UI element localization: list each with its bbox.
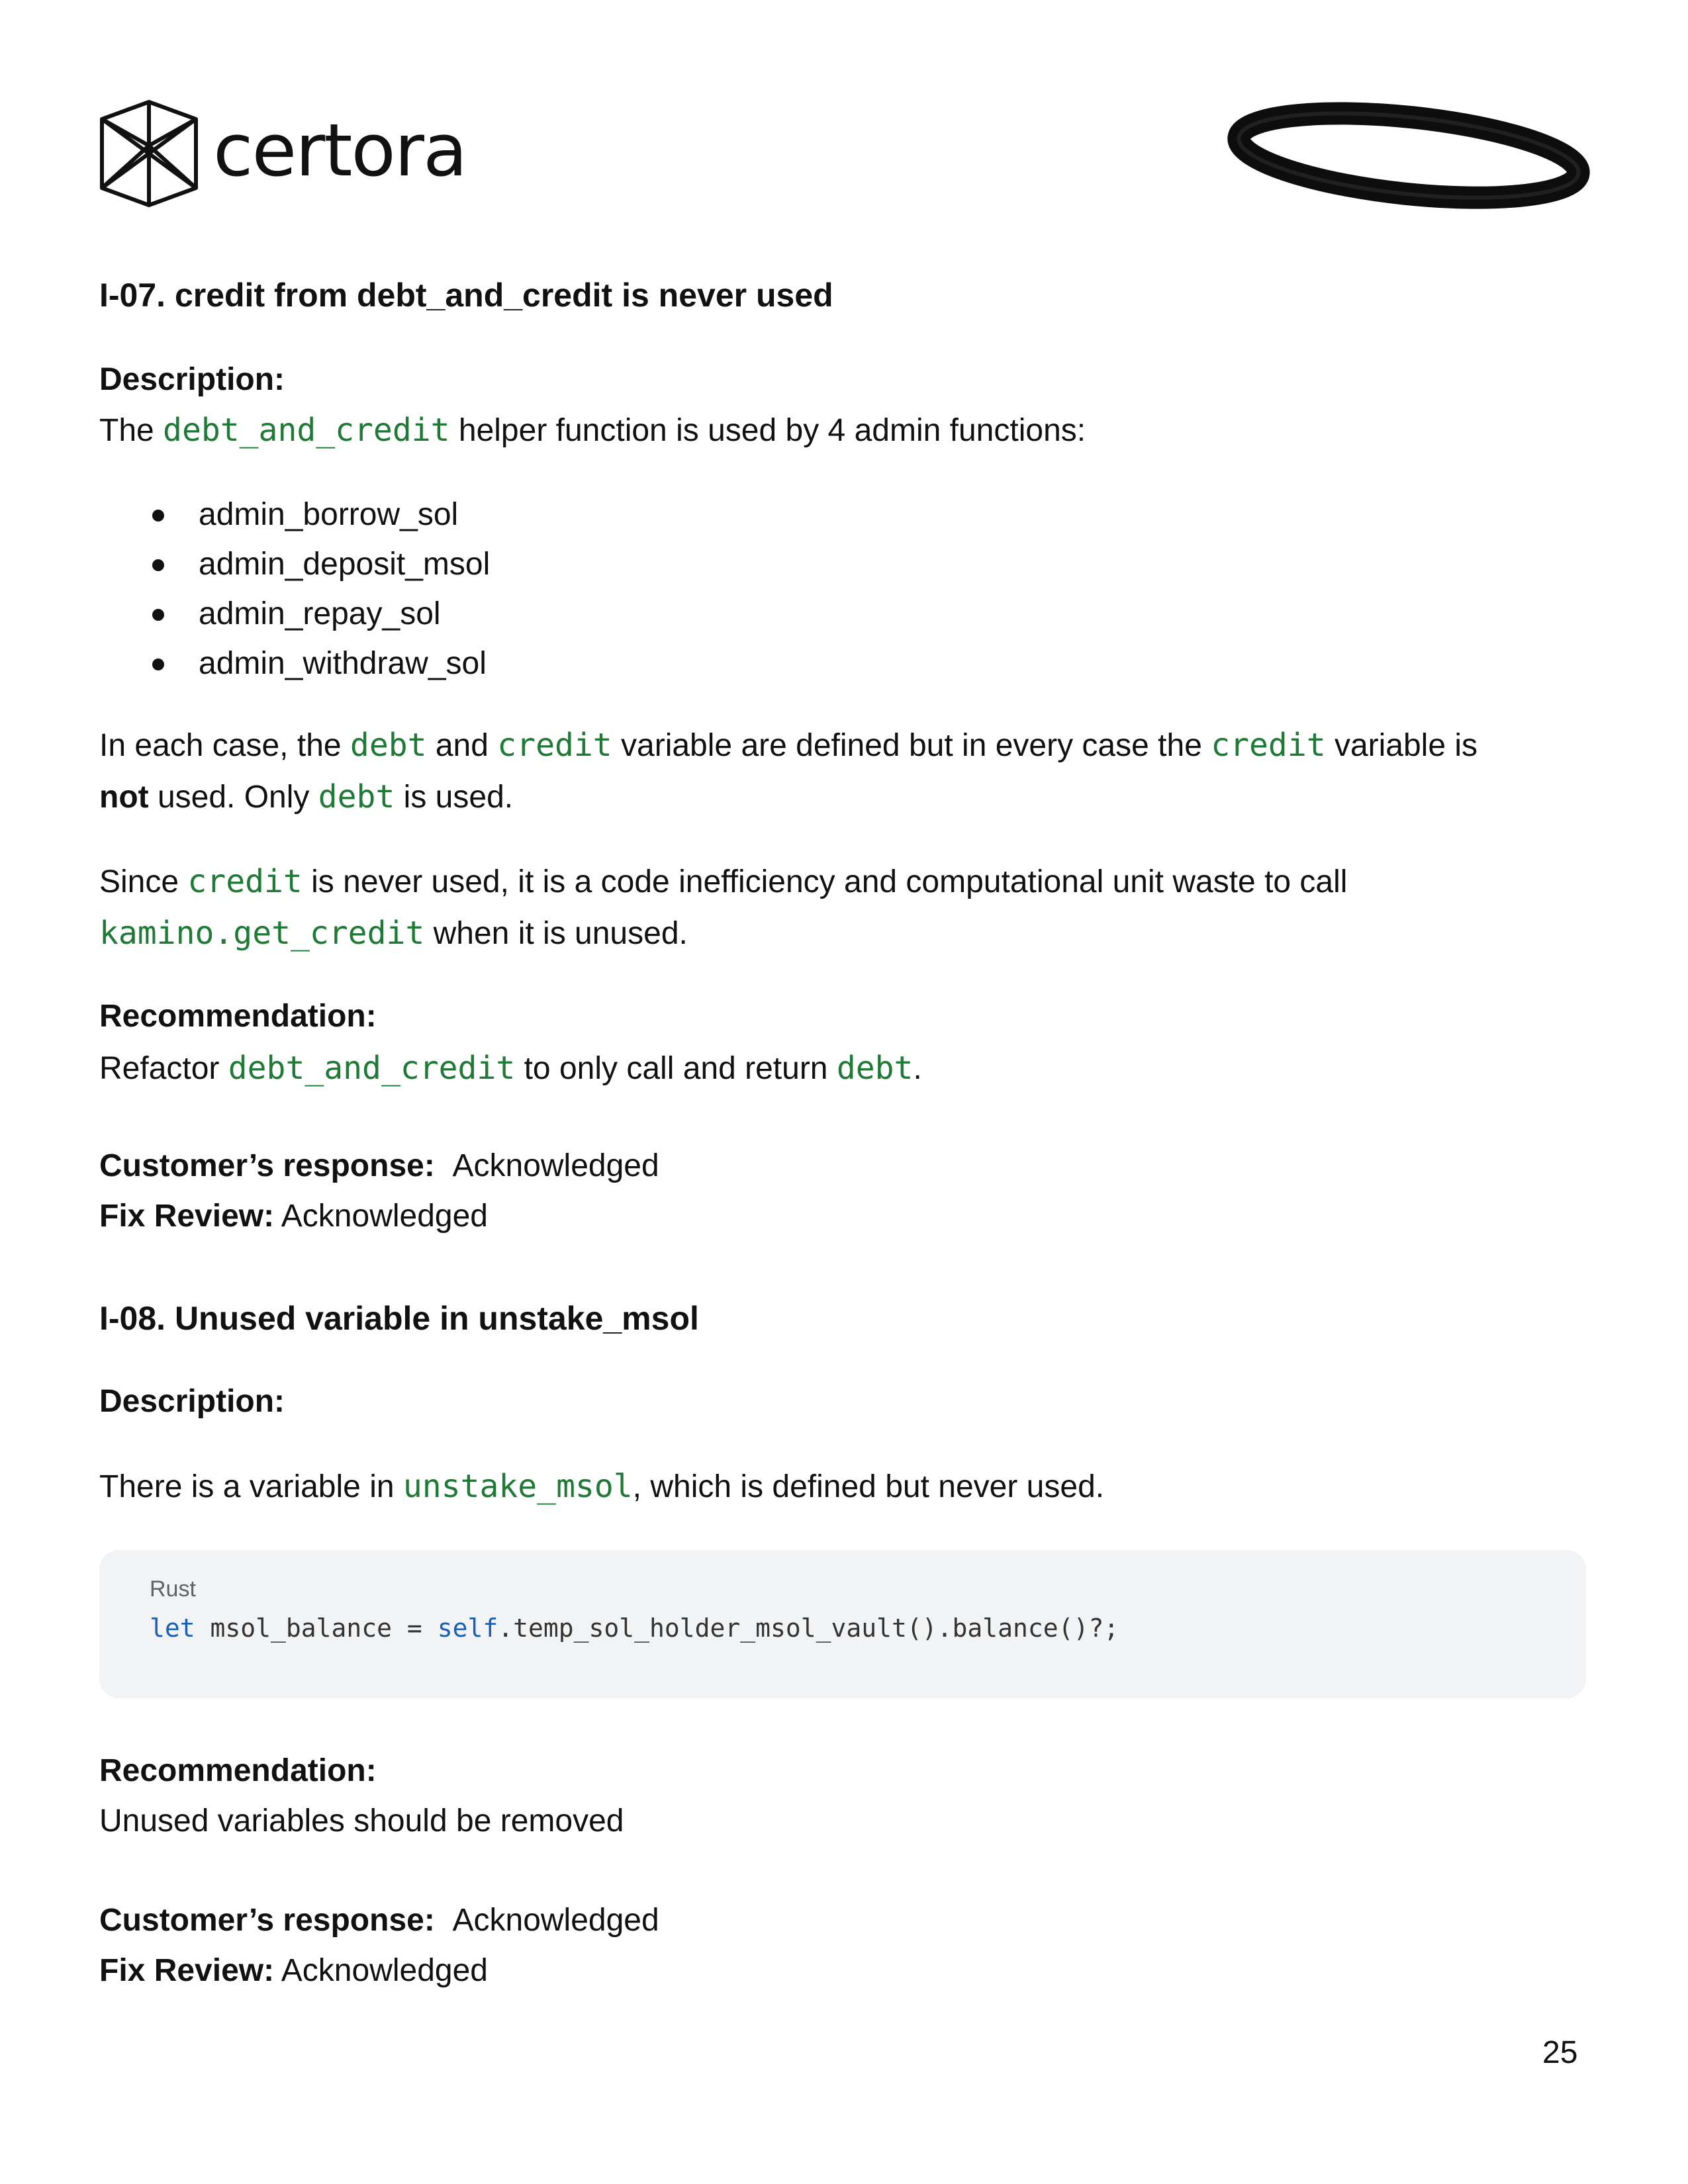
paragraph-inefficiency: Since credit is never used, it is a code inefficiency and computational unit waste to call [99,863,1348,900]
page-number: 25 [1542,2035,1578,2070]
list-item: admin_deposit_msol [99,539,490,589]
code-line: let msol_balance = self.temp_sol_holder_msol_vault().balance()?; [150,1614,1119,1643]
brand-logo-text: certora [213,108,467,193]
finding-heading-i07: I-07. credit from debt_and_credit is never used [99,277,833,314]
recommendation-text: Refactor debt_and_credit to only call and return debt. [99,1050,922,1087]
list-item: admin_repay_sol [99,589,490,639]
paragraph-variables-cont: not used. Only debt is used. [99,778,514,815]
fix-review: Fix Review: Acknowledged [99,1199,488,1234]
inline-code: debt_and_credit [163,412,450,449]
customer-response: Customer’s response: Acknowledged [99,1148,659,1183]
description-label: Description: [99,362,285,397]
recommendation-label: Recommendation: [99,999,377,1034]
finding-heading-i08: I-08. Unused variable in unstake_msol [99,1300,699,1337]
list-item: admin_borrow_sol [99,490,490,539]
paragraph-inefficiency-cont: kamino.get_credit when it is unused. [99,915,688,952]
description-intro: The debt_and_credit helper function is used by 4 admin functions: [99,412,1086,449]
code-language-label: Rust [150,1576,196,1602]
description-label: Description: [99,1384,285,1419]
certora-hexagon-logo-icon [99,99,199,208]
paragraph-variables: In each case, the debt and credit variable are defined but in every case the credit variable is [99,727,1478,764]
fix-review: Fix Review: Acknowledged [99,1953,488,1988]
black-ring-icon [1225,99,1593,212]
recommendation-label: Recommendation: [99,1753,377,1788]
recommendation-text: Unused variables should be removed [99,1803,624,1839]
code-block [99,1550,1586,1698]
admin-functions-list [99,490,490,688]
description-text: There is a variable in unstake_msol, which is defined but never used. [99,1468,1105,1505]
customer-response: Customer’s response: Acknowledged [99,1903,659,1938]
list-item: admin_withdraw_sol [99,639,490,688]
